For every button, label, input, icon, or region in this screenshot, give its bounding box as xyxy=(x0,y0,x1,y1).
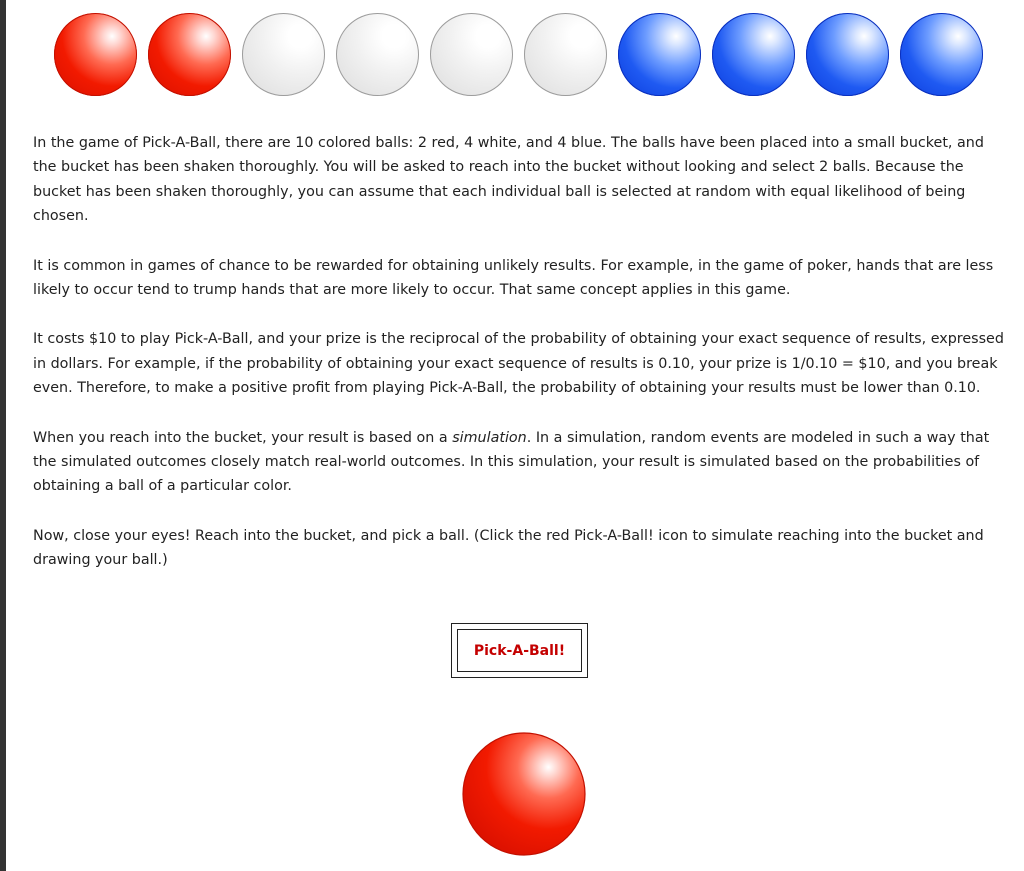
simulation-text-end: . In a simulation, random events are modeled in such a way that the simulated outcomes closely match real-world outcomes. In this simulation, your result is simulated based on the probabilities of obtaining a ball of a particular color. xyxy=(33,429,990,495)
intro-paragraph: In the game of Pick-A-Ball, there are 10 colored balls: 2 red, 4 white, and 4 blue. The balls have been placed into a small bucket, and the bucket has been shaken thoroughly. You will be asked to reach into the bucket without looking and select 2 balls. Because the bucket has been shaken thoroughly, you can assume that each individual ball is selected at random with equal likelihood of being chosen. xyxy=(33,135,984,225)
blue-ball xyxy=(712,13,795,96)
blue-ball xyxy=(806,13,889,96)
simulation-term: simulation xyxy=(452,429,527,446)
instruction-paragraph: Now, close your eyes! Reach into the bucket, and pick a ball. (Click the red Pick-A-Ball! icon to simulate reaching into the bucket and drawing your ball.) xyxy=(33,527,984,569)
simulation-paragraph xyxy=(33,426,1005,499)
white-ball xyxy=(430,13,513,96)
white-ball xyxy=(524,13,607,96)
red-ball xyxy=(148,13,231,96)
red-ball xyxy=(54,13,137,96)
white-ball xyxy=(242,13,325,96)
cost-paragraph: It costs $10 to play Pick-A-Ball, and your prize is the reciprocal of the probability of obtaining your exact sequence of results, expressed in dollars. For example, if the probability of obtaining your exact sequence of results is 0.10, your prize is 1/0.10 = $10, and you break even. Therefore, to make a positive profit from playing Pick-A-Ball, the probability of obtaining your results must be lower than 0.10. xyxy=(33,331,1004,397)
pick-a-ball-frame xyxy=(451,623,588,678)
result-ball xyxy=(462,732,586,856)
instructions xyxy=(33,131,1005,598)
simulation-text-start: When you reach into the bucket, your result is based on a xyxy=(33,429,453,446)
ball-collection xyxy=(54,13,983,96)
blue-ball xyxy=(900,13,983,96)
window-left-edge xyxy=(0,0,6,871)
blue-ball xyxy=(618,13,701,96)
pick-a-ball-button[interactable]: Pick-A-Ball! xyxy=(457,629,582,672)
white-ball xyxy=(336,13,419,96)
chance-paragraph: It is common in games of chance to be rewarded for obtaining unlikely results. For example, in the game of poker, hands that are less likely to occur tend to trump hands that are more likely to occur. That same concept applies in this game. xyxy=(33,257,994,299)
